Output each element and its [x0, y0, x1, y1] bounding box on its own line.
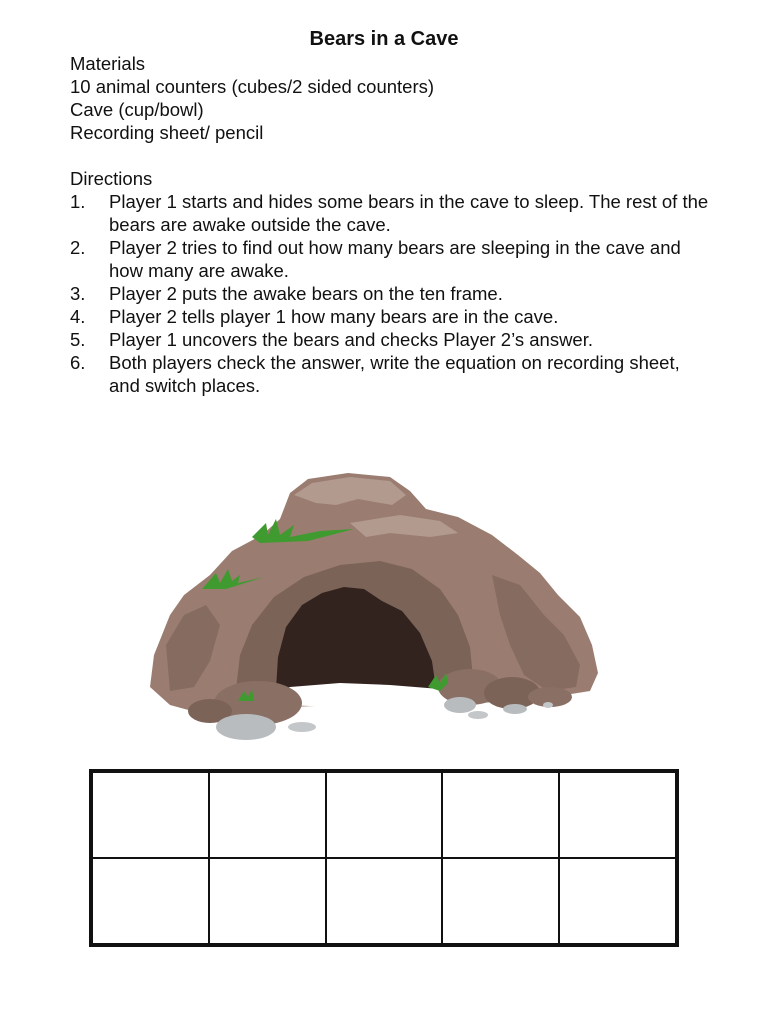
pebble [288, 722, 316, 732]
direction-step [70, 328, 710, 351]
pebble [216, 714, 276, 740]
step-number: 6. [70, 352, 86, 373]
ten-frame-cell[interactable] [326, 858, 443, 944]
pebble [444, 697, 476, 713]
directions-list [70, 190, 710, 397]
ten-frame-cell[interactable] [92, 858, 209, 944]
step-text: Player 1 uncovers the bears and checks Player 2’s answer. [109, 329, 593, 350]
ten-frame-cell[interactable] [92, 772, 209, 858]
directions-heading: Directions [70, 168, 153, 189]
step-number: 4. [70, 306, 86, 327]
cave-icon [140, 465, 605, 750]
pebble [543, 702, 553, 708]
ten-frame-cell[interactable] [559, 858, 676, 944]
materials-item: 10 animal counters (cubes/2 sided counters) [70, 76, 435, 97]
instructions [70, 52, 710, 397]
step-number: 5. [70, 329, 86, 350]
step-text: Player 2 tells player 1 how many bears are in the cave. [109, 306, 559, 327]
step-number: 3. [70, 283, 86, 304]
step-number: 1. [70, 191, 86, 212]
ten-frame-cell[interactable] [209, 772, 326, 858]
materials-item: Recording sheet/ pencil [70, 122, 264, 143]
direction-step [70, 236, 710, 282]
page-title: Bears in a Cave [309, 28, 459, 50]
direction-step [70, 190, 710, 236]
materials-item: Cave (cup/bowl) [70, 99, 204, 120]
step-text: Player 1 starts and hides some bears in the cave to sleep. The rest of the bears are awake outside the cave. [109, 191, 709, 235]
ten-frame-cell[interactable] [209, 858, 326, 944]
direction-step [70, 282, 710, 305]
step-text: Player 2 tries to find out how many bears are sleeping in the cave and how many are awake. [109, 237, 681, 281]
direction-step [70, 305, 710, 328]
ten-frame-cell[interactable] [326, 772, 443, 858]
ten-frame-cell[interactable] [442, 772, 559, 858]
ten-frame-cell[interactable] [559, 772, 676, 858]
ten-frame-cell[interactable] [442, 858, 559, 944]
step-text: Player 2 puts the awake bears on the ten frame. [109, 283, 503, 304]
pebble [468, 711, 488, 719]
ten-frame [89, 769, 679, 947]
materials-heading: Materials [70, 53, 146, 74]
step-number: 2. [70, 237, 86, 258]
pebble [503, 704, 527, 714]
direction-step [70, 351, 710, 397]
step-text: Both players check the answer, write the equation on recording sheet, and switch places. [109, 352, 680, 396]
spacer [70, 144, 710, 167]
